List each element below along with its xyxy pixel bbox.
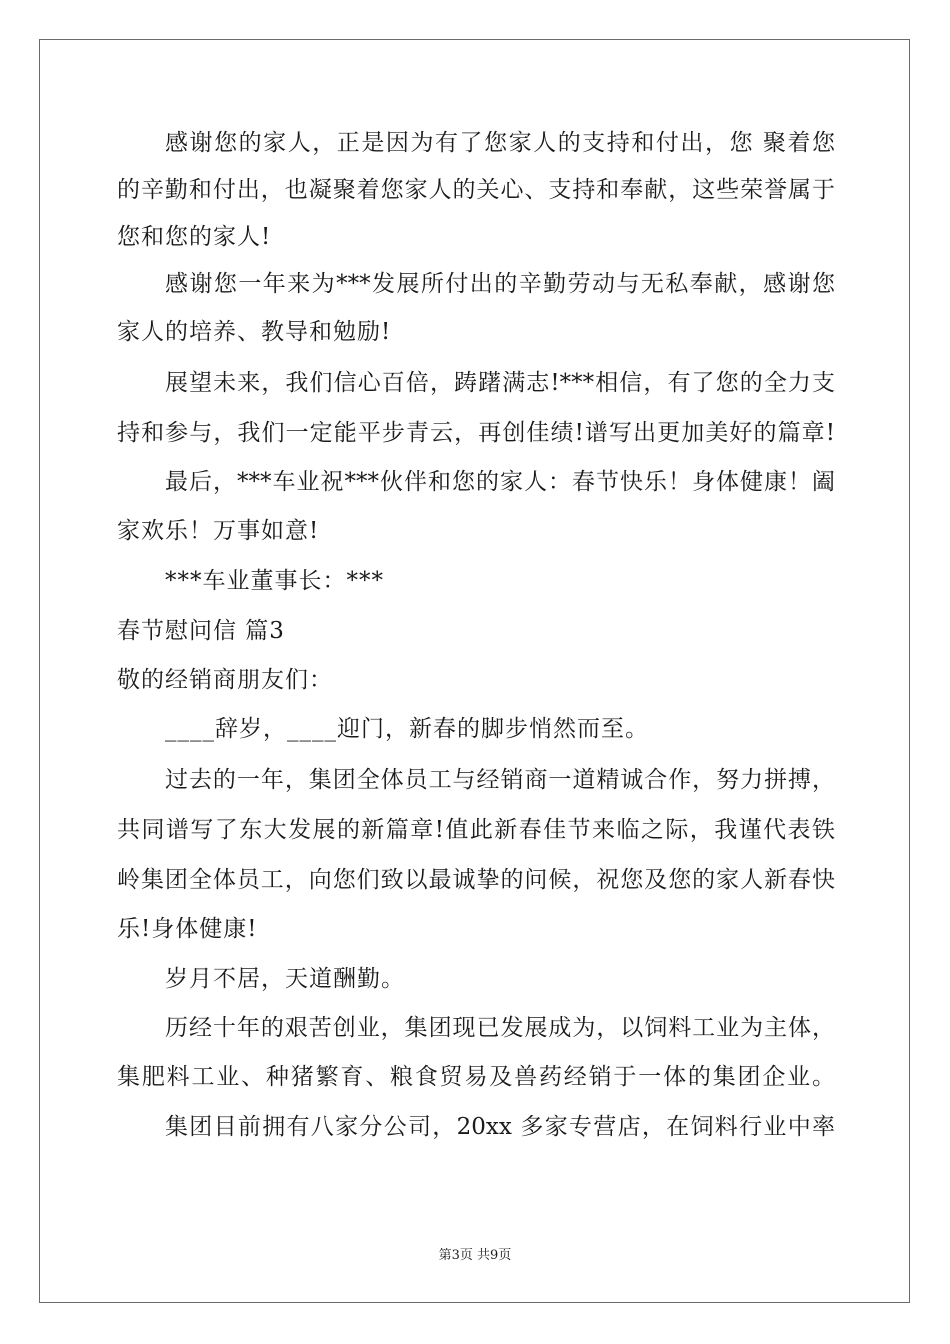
paragraph-line: 感谢您一年来为***发展所付出的辛勤劳动与无私奉献，感谢您 (165, 271, 835, 297)
paragraph-line: 展望未来，我们信心百倍，踌躇满志!***相信，有了您的全力支 (165, 370, 835, 396)
paragraph-line: 您和您的家人! (117, 224, 272, 250)
paragraph-line: ____辞岁，____迎门，新春的脚步悄然而至。 (165, 716, 649, 742)
paragraph-line: 最后，***车业祝***伙伴和您的家人：春节快乐！身体健康！阖 (165, 469, 835, 495)
paragraph-line: 乐!身体健康! (117, 916, 258, 942)
paragraph-line: 集肥料工业、种猪繁育、粮食贸易及兽药经销于一体的集团企业。 (117, 1064, 835, 1090)
paragraph-line: 感谢您的家人，正是因为有了您家人的支持和付出，您 聚着您 (165, 130, 835, 156)
paragraph-line: 过去的一年，集团全体员工与经销商一道精诚合作，努力拼搏， (165, 767, 835, 793)
paragraph-line: 的辛勤和付出，也凝聚着您家人的关心、支持和奉献，这些荣誉属于 (117, 177, 835, 203)
paragraph-line: 家欢乐！万事如意! (117, 518, 320, 544)
salutation: 敬的经销商朋友们： (117, 667, 333, 693)
paragraph-line: 历经十年的艰苦创业，集团现已发展成为，以饲料工业为主体， (165, 1015, 835, 1041)
paragraph-line: 持和参与，我们一定能平步青云，再创佳绩!谱写出更加美好的篇章! (117, 420, 835, 446)
page-number-footer: 第3页 共9页 (438, 1248, 512, 1263)
paragraph-line: 家人的培养、教导和勉励! (117, 319, 392, 345)
paragraph-line: 岁月不居，天道酬勤。 (165, 966, 405, 992)
signature-line: ***车业董事长：*** (165, 568, 384, 594)
paragraph-line: 共同谱写了东大发展的新篇章!值此新春佳节来临之际，我谨代表铁 (117, 817, 835, 843)
paragraph-line: 岭集团全体员工，向您们致以最诚挚的问候，祝您及您的家人新春快 (117, 867, 835, 893)
paragraph-line: 集团目前拥有八家分公司，20xx 多家专营店，在饲料行业中率 (165, 1114, 835, 1140)
section-heading: 春节慰问信 篇3 (117, 618, 285, 644)
